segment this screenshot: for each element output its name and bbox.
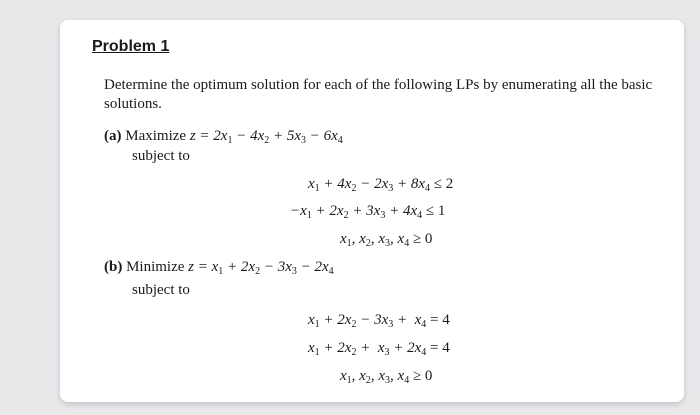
part-b-nonnegativity: $x_1$, $x_2$, $x_3$, $x_4 \ge 0$ [340, 368, 433, 386]
part-a-constraint-2: $-x_1 + 2x_2 + 3x_3 + 4x_4 \le 1$ [290, 203, 446, 221]
part-a-nonnegativity: $x_1$, $x_2$, $x_3$, $x_4 \ge 0$ [340, 231, 433, 249]
part-b-objective-expression: $z = x_1 + 2x_2 - 3x_3 - 2x_4$ [188, 259, 334, 277]
part-a-objective-expression: $z = 2x_1 - 4x_2 + 5x_3 - 6x_4$ [189, 128, 343, 146]
part-a-objective [104, 128, 343, 145]
part-b-constraint-1: $x_1 + 2x_2 - 3x_3 + x_4 = 4$ [308, 312, 450, 330]
part-b-subject-to: subject to [132, 282, 190, 298]
problem-intro: Determine the optimum solution for each of the following LPs by enumerating all the basic solutions. [104, 77, 653, 112]
part-a-subject-to: subject to [132, 148, 190, 164]
problem-title: Problem 1 [92, 38, 170, 55]
part-a-objective-word: Maximize [125, 128, 187, 144]
part-b-label: (b) [104, 259, 123, 275]
part-b-objective-word: Minimize [126, 259, 185, 275]
part-a-constraint-1: $x_1 + 4x_2 - 2x_3 + 8x_4 \le 2$ [308, 176, 454, 194]
part-b-constraint-2: $x_1 + 2x_2 + x_3 + 2x_4 = 4$ [308, 340, 450, 358]
part-a-label: (a) [104, 128, 122, 144]
part-b-objective [104, 259, 334, 276]
